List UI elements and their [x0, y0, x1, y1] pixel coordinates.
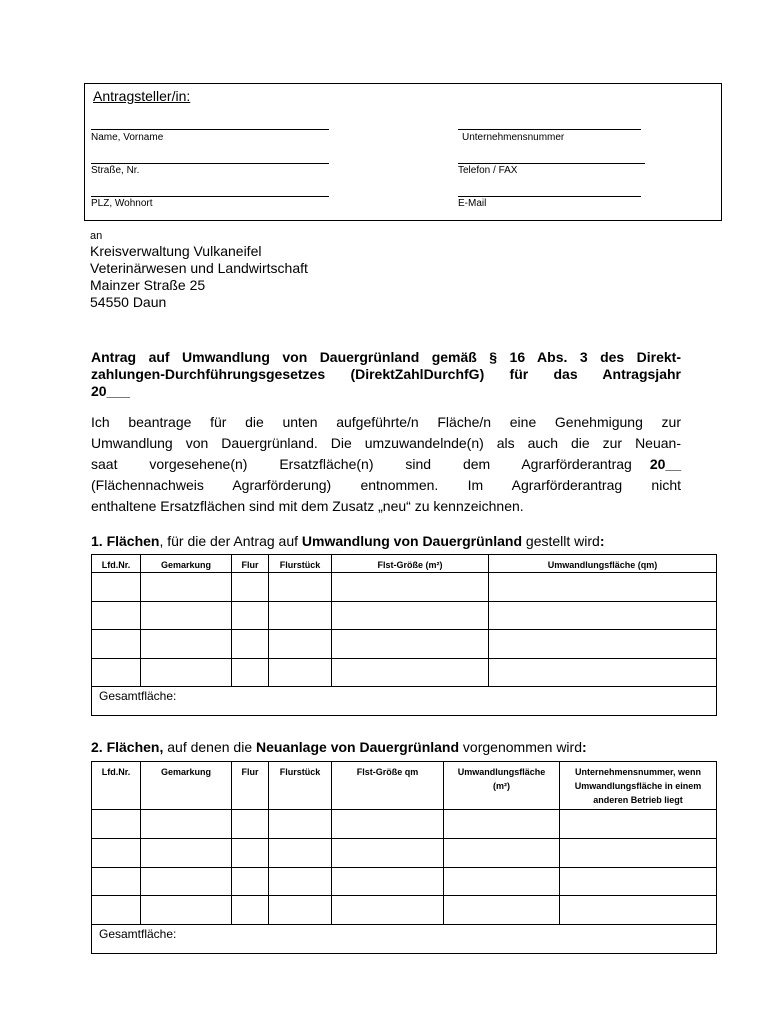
col-header-flst-groesse: Flst-Größe (m²): [332, 555, 489, 573]
table-cell[interactable]: [489, 659, 717, 687]
table-cell[interactable]: [560, 868, 717, 896]
section2-text: auf denen die: [163, 739, 256, 755]
company-number-field-line[interactable]: [458, 129, 641, 130]
table-cell[interactable]: [141, 630, 232, 659]
col-header-flur: Flur: [232, 555, 269, 573]
table-cell[interactable]: [269, 630, 332, 659]
table-cell[interactable]: [269, 896, 332, 925]
table-cell[interactable]: [444, 896, 560, 925]
email-field-line[interactable]: [458, 196, 641, 197]
intro-line: (Flächennachweis Agrarförderung) entnommen. Im Agrarförderantrag nicht: [91, 477, 681, 493]
table-row: [92, 810, 717, 839]
table-cell[interactable]: [141, 868, 232, 896]
table-cell[interactable]: [92, 602, 141, 630]
table-cell[interactable]: [269, 602, 332, 630]
table-cell[interactable]: [332, 573, 489, 602]
table-row: [92, 630, 717, 659]
table-cell[interactable]: [269, 573, 332, 602]
col-header-lfd-nr: Lfd.Nr.: [92, 762, 141, 810]
table-cell[interactable]: [232, 868, 269, 896]
table-cell[interactable]: [92, 573, 141, 602]
phone-field-line[interactable]: [458, 163, 645, 164]
col-header-flur: Flur: [232, 762, 269, 810]
table-cell[interactable]: [232, 839, 269, 868]
table-cell[interactable]: [141, 573, 232, 602]
table-cell[interactable]: [269, 810, 332, 839]
name-label: Name, Vorname: [91, 132, 164, 143]
table-cell[interactable]: [269, 868, 332, 896]
intro-line: enthaltene Ersatzflächen sind mit dem Zusatz „neu“ zu kennzeichnen.: [91, 498, 524, 514]
col-header-flst-groesse: Flst-Größe qm: [332, 762, 444, 810]
table-cell[interactable]: [332, 810, 444, 839]
table-cell[interactable]: [141, 896, 232, 925]
intro-line: Umwandlung von Dauergrünland. Die umzuwandelnde(n) als auch die zur Neuan-: [91, 435, 681, 451]
table-cell[interactable]: [141, 839, 232, 868]
table-cell[interactable]: [489, 630, 717, 659]
total-area-field[interactable]: Gesamtfläche:: [92, 687, 717, 716]
heading-line: Antrag auf Umwandlung von Dauergrünland gemäß § 16 Abs. 3 des Direkt-: [91, 349, 681, 365]
table-cell[interactable]: [232, 630, 269, 659]
city-field-line[interactable]: [91, 196, 329, 197]
table-cell[interactable]: [332, 839, 444, 868]
col-header-lfd-nr: Lfd.Nr.: [92, 555, 141, 573]
intro-paragraph: [91, 412, 681, 517]
table-cell[interactable]: [92, 630, 141, 659]
table-cell[interactable]: [332, 630, 489, 659]
section1-colon: :: [599, 533, 605, 549]
table-cell[interactable]: [92, 810, 141, 839]
table-row: [92, 602, 717, 630]
table-cell[interactable]: [332, 896, 444, 925]
street-label: Straße, Nr.: [91, 165, 140, 176]
table-cell[interactable]: [232, 810, 269, 839]
table-new-grassland-areas: [91, 761, 717, 954]
col-header-unternehmensnummer: Unternehmensnummer, wenn Umwandlungsfläche in einem anderen Betrieb liegt: [560, 762, 717, 810]
section2-bold: Neuanlage von Dauergrünland: [256, 739, 460, 755]
address-line: Kreisverwaltung Vulkaneifel: [90, 243, 262, 259]
table-cell[interactable]: [332, 659, 489, 687]
col-header-gemarkung: Gemarkung: [141, 555, 232, 573]
table-row: [92, 839, 717, 868]
section1-text-end: gestellt wird: [522, 533, 600, 549]
table-row: [92, 896, 717, 925]
address-prefix: an: [90, 230, 103, 242]
table-row: [92, 868, 717, 896]
section2-colon: :: [581, 739, 587, 755]
intro-line: [91, 454, 681, 475]
table-cell[interactable]: [92, 896, 141, 925]
table-row: [92, 573, 717, 602]
table-cell[interactable]: [92, 659, 141, 687]
table-cell[interactable]: [560, 810, 717, 839]
applicant-title: Antragsteller/in:: [93, 88, 191, 104]
table-total-row: [92, 687, 717, 716]
table-cell[interactable]: [269, 839, 332, 868]
name-field-line[interactable]: [91, 129, 329, 130]
table-cell[interactable]: [560, 896, 717, 925]
table-cell[interactable]: [332, 868, 444, 896]
email-label: E-Mail: [458, 198, 487, 209]
section1-title: [91, 533, 605, 549]
table-total-row: [92, 925, 717, 954]
section2-title: [91, 739, 587, 755]
table-cell[interactable]: [444, 868, 560, 896]
table-cell[interactable]: [332, 602, 489, 630]
table-cell[interactable]: [489, 573, 717, 602]
street-field-line[interactable]: [91, 163, 329, 164]
applicant-box: [84, 83, 722, 221]
table-cell[interactable]: [269, 659, 332, 687]
table-cell[interactable]: [92, 839, 141, 868]
table-cell[interactable]: [232, 896, 269, 925]
section2-number: 2. Flächen,: [91, 739, 164, 755]
total-area-field[interactable]: Gesamtfläche:: [92, 925, 717, 954]
section1-number: 1. Flächen: [91, 533, 160, 549]
intro-line: Ich beantrage für die unten aufgeführte/n Fläche/n eine Genehmigung zur: [91, 414, 681, 430]
table-cell[interactable]: [141, 659, 232, 687]
col-header-flurstueck: Flurstück: [269, 762, 332, 810]
document-heading: [91, 349, 681, 400]
section1-text: , für die der Antrag auf: [159, 533, 302, 549]
table-cell[interactable]: [232, 659, 269, 687]
table-cell[interactable]: [489, 602, 717, 630]
section2-text-end: vorgenommen wird: [459, 739, 582, 755]
company-number-label: Unternehmensnummer: [462, 132, 565, 143]
col-header-gemarkung: Gemarkung: [141, 762, 232, 810]
table-cell[interactable]: [232, 573, 269, 602]
address-line: Veterinärwesen und Landwirtschaft: [90, 260, 308, 276]
address-line: 54550 Daun: [90, 294, 167, 310]
table-cell[interactable]: [560, 839, 717, 868]
address-line: Mainzer Straße 25: [90, 277, 206, 293]
table-conversion-areas: [91, 554, 717, 716]
section1-bold: Umwandlung von Dauergrünland: [301, 533, 523, 549]
heading-line: zahlungen-Durchführungsgesetzes (DirektZahlDurchfG) für das Antragsjahr: [91, 366, 681, 382]
intro-line-text: saat vorgesehene(n) Ersatzfläche(n) sind dem Agrarförderantrag: [91, 456, 632, 472]
phone-label: Telefon / FAX: [458, 165, 518, 176]
table-cell[interactable]: [141, 810, 232, 839]
col-header-umwandlungsflaeche: Umwandlungsfläche (m²): [444, 762, 560, 810]
col-header-flurstueck: Flurstück: [269, 555, 332, 573]
table-row: [92, 659, 717, 687]
col-header-umwandlungsflaeche: Umwandlungsfläche (qm): [489, 555, 717, 573]
table-cell[interactable]: [444, 839, 560, 868]
table-cell[interactable]: [92, 868, 141, 896]
recipient-address: [90, 229, 308, 311]
city-label: PLZ, Wohnort: [91, 198, 153, 209]
table-cell[interactable]: [141, 602, 232, 630]
heading-year: 20___: [91, 383, 130, 399]
table-cell[interactable]: [232, 602, 269, 630]
intro-year: 20__: [649, 456, 681, 472]
table-cell[interactable]: [444, 810, 560, 839]
